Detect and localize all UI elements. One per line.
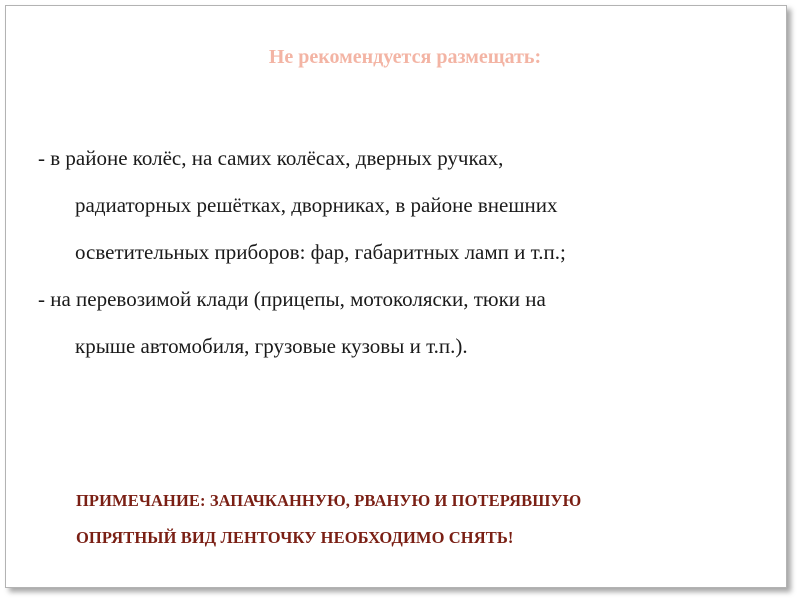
slide-title: Не рекомендуется размещать:: [268, 46, 542, 68]
list-item-placement-1: [38, 135, 758, 276]
list-item-line: - на перевозимой клади (прицепы, мотоколяски, тюки на: [38, 287, 546, 311]
list-item-line: осветительных приборов: фар, габаритных ламп и т.п.;: [75, 240, 566, 264]
slide-body: [38, 135, 758, 370]
note-line: ОПРЯТНЫЙ ВИД ЛЕНТОЧКУ НЕОБХОДИМО СНЯТЬ!: [76, 528, 514, 547]
list-item-placement-2: [38, 276, 758, 370]
note-block: [76, 482, 756, 556]
list-item-line: - в районе колёс, на самих колёсах, дверных ручках,: [38, 146, 504, 170]
list-item-line: крыше автомобиля, грузовые кузовы и т.п.).: [75, 334, 468, 358]
note-line: ПРИМЕЧАНИЕ: ЗАПАЧКАННУЮ, РВАНУЮ И ПОТЕРЯВШУЮ: [76, 491, 582, 510]
list-item-line: радиаторных решётках, дворниках, в районе внешних: [75, 193, 558, 217]
